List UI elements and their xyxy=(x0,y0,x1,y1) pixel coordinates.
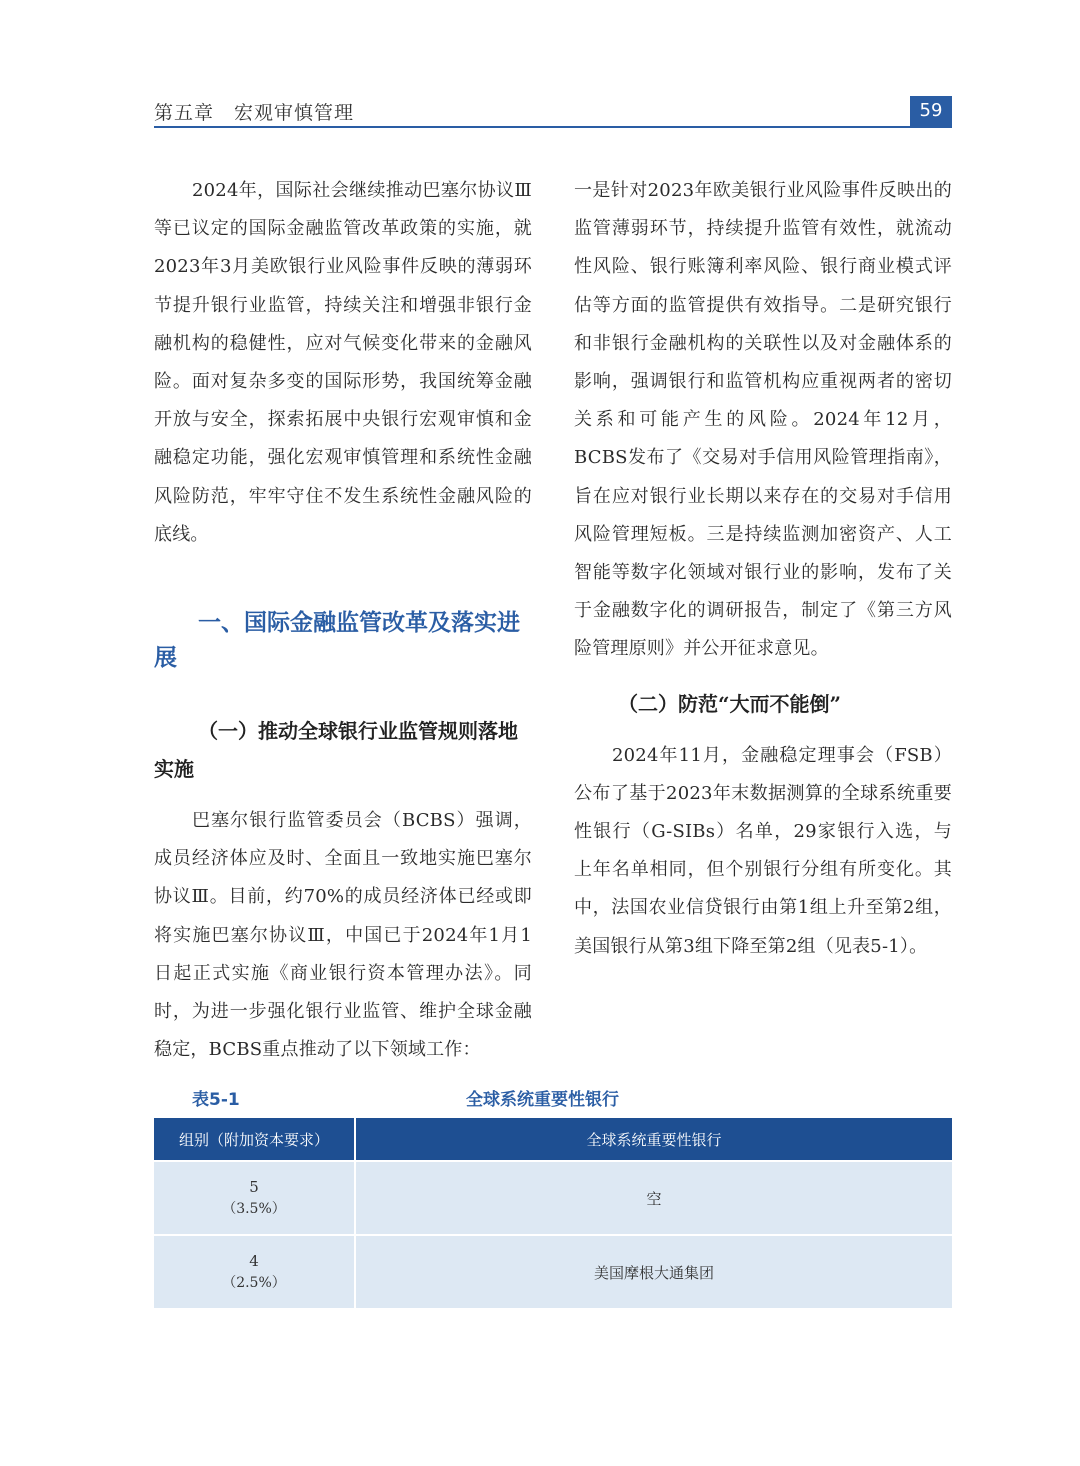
group-cell xyxy=(154,1235,355,1308)
table-header-row xyxy=(154,1118,952,1161)
fsb-paragraph: 2024年11月，金融稳定理事会（FSB）公布了基于2023年末数据测算的全球系统重要性银行（G-SIBs）名单，29家银行入选，与上年名单相同，但个别银行分组有所变化。其中，法国农业信贷银行由第1组上升至第2组，美国银行从第3组下降至第2组（见表5-1）。 xyxy=(574,744,952,957)
table-row xyxy=(154,1235,952,1308)
table-caption xyxy=(154,1083,952,1109)
banks-cell: 美国摩根大通集团 xyxy=(355,1235,952,1308)
page-number: 59 xyxy=(910,96,952,126)
banks-cell: 空 xyxy=(355,1161,952,1235)
left-column xyxy=(154,172,532,1069)
subheading-global-bank-regulation: （一）推动全球银行业监管规则落地实施 xyxy=(154,719,518,782)
table-number: 表5-1 xyxy=(192,1090,240,1110)
running-header xyxy=(154,96,952,128)
chapter-title: 第五章 宏观审慎管理 xyxy=(154,102,355,124)
intro-paragraph: 2024年，国际社会继续推动巴塞尔协议Ⅲ等已议定的国际金融监管改革政策的实施，就2023年3月美欧银行业风险事件反映的薄弱环节提升银行业监管，持续关注和增强非银行金融机构的稳健性，应对气候变化带来的金融风险。面对复杂多变的国际形势，我国统筹金融开放与安全，探索拓展中央银行宏观审慎和金融稳定功能，强化宏观审慎管理和系统性金融风险防范，牢牢守住不发生系统性金融风险的底线。 xyxy=(154,180,532,545)
table-row xyxy=(154,1161,952,1235)
bcbs-paragraph: 巴塞尔银行监管委员会（BCBS）强调，成员经济体应及时、全面且一致地实施巴塞尔协议Ⅲ。目前，约70%的成员经济体已经或即将实施巴塞尔协议Ⅲ，中国已于2024年1月1日起正式实施《商业银行资本管理办法》。同时，为进一步强化银行业监管、维护全球金融稳定，BCBS重点推动了以下领域工作： xyxy=(154,810,532,1061)
header-rule xyxy=(154,126,952,128)
subheading-too-big-to-fail: （二）防范“大而不能倒” xyxy=(618,691,842,716)
continued-paragraph: 一是针对2023年欧美银行业风险事件反映出的监管薄弱环节，持续提升监管有效性，就流动性风险、银行账簿利率风险、银行商业模式评估等方面的监管提供有效指导。二是研究银行和非银行金融机构的关联性以及对金融体系的影响，强调银行和监管机构应重视两者的密切关系和可能产生的风险。2024年12月，BCBS发布了《交易对手信用风险管理指南》，旨在应对银行业长期以来存在的交易对手信用风险管理短板。三是持续监测加密资产、人工智能等数字化领域对银行业的影响，发布了关于金融数字化的调研报告，制定了《第三方风险管理原则》并公开征求意见。 xyxy=(574,180,952,660)
gsib-table xyxy=(154,1118,952,1308)
col-header-banks: 全球系统重要性银行 xyxy=(355,1118,952,1161)
col-header-group: 组别（附加资本要求） xyxy=(154,1118,355,1161)
capital-surcharge: （3.5%） xyxy=(222,1201,286,1217)
group-number: 4 xyxy=(249,1252,259,1270)
group-cell xyxy=(154,1161,355,1235)
right-column xyxy=(574,172,952,966)
table-title: 全球系统重要性银行 xyxy=(466,1090,619,1110)
capital-surcharge: （2.5%） xyxy=(222,1275,286,1291)
group-number: 5 xyxy=(249,1178,259,1196)
section-heading: 一、国际金融监管改革及落实进展 xyxy=(154,610,520,672)
